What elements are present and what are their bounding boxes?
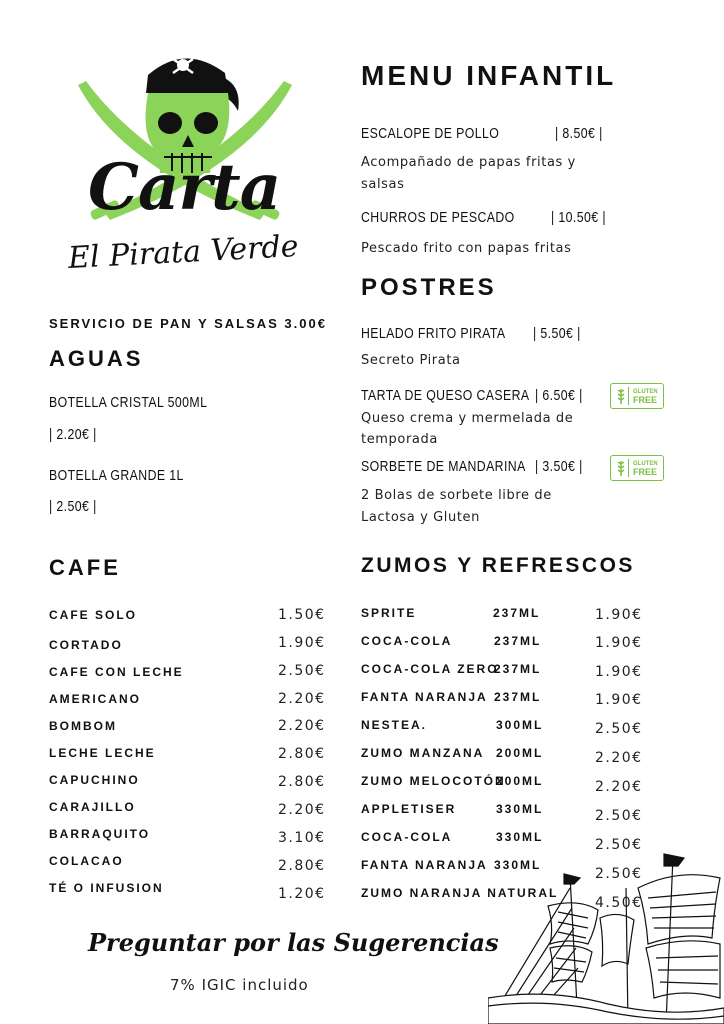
list-item-price: 2.20€	[278, 718, 326, 734]
infantil-item-desc: salsas	[361, 177, 405, 192]
list-item-price: 3.10€	[278, 830, 326, 846]
tax-note: 7% IGIC incluido	[170, 976, 309, 994]
postres-item-desc: Queso crema y mermelada de	[361, 411, 574, 426]
list-item-price: 1.90€	[595, 664, 643, 680]
logo-subtitle: El Pirata Verde	[67, 228, 300, 277]
list-item-size: 330ML	[496, 802, 544, 816]
list-item-price: 1.90€	[278, 635, 326, 651]
list-item-name: SPRITE	[361, 606, 417, 620]
list-item-name: CORTADO	[49, 638, 123, 652]
gluten-label: GLUTEN	[633, 389, 658, 395]
list-item-price: 2.50€	[595, 721, 643, 737]
postres-item-desc: Secreto Pirata	[361, 353, 461, 368]
suggestions-text: Preguntar por las Sugerencias	[88, 928, 499, 957]
list-item-name: CAFE CON LECHE	[49, 665, 184, 679]
infantil-item-name: CHURROS DE PESCADO	[361, 209, 515, 226]
list-item-name: NESTEA.	[361, 718, 428, 732]
infantil-item-desc: Pescado frito con papas fritas	[361, 241, 572, 256]
aguas-item-name: BOTELLA CRISTAL 500ML	[49, 394, 208, 411]
list-item-size: 330ML	[496, 830, 544, 844]
list-item-price: 2.20€	[595, 779, 643, 795]
list-item-name: ZUMO MANZANA	[361, 746, 485, 760]
postres-item-desc: 2 Bolas de sorbete libre de	[361, 488, 552, 503]
list-item-size: 237ML	[493, 606, 541, 620]
list-item-name: BOMBOM	[49, 719, 117, 733]
list-item-name: CAFE SOLO	[49, 608, 138, 622]
ship-icon	[488, 848, 724, 1024]
list-item-price: 2.50€	[595, 808, 643, 824]
list-item-size: 200ML	[496, 774, 544, 788]
logo-title: Carta	[88, 150, 281, 225]
infantil-item-name: ESCALOPE DE POLLO	[361, 125, 500, 142]
list-item-price: 2.20€	[278, 691, 326, 707]
aguas-heading: AGUAS	[49, 346, 144, 371]
aguas-item-name: BOTELLA GRANDE 1L	[49, 467, 184, 484]
list-item-name: ZUMO NARANJA NATURAL	[361, 886, 559, 900]
list-item-price: 1.50€	[278, 607, 326, 623]
list-item-price: 2.80€	[278, 746, 326, 762]
aguas-item-price: | 2.50€ |	[49, 498, 97, 515]
logo	[60, 45, 310, 300]
list-item-name: FANTA NARANJA	[361, 858, 488, 872]
list-item-price: 2.20€	[595, 750, 643, 766]
postres-item-price: | 5.50€ |	[533, 325, 581, 342]
postres-heading: POSTRES	[361, 274, 497, 301]
list-item-price: 4.50€	[595, 895, 643, 911]
list-item-price: 1.90€	[595, 635, 643, 651]
infantil-item-price: | 8.50€ |	[555, 125, 603, 142]
free-label: FREE	[633, 467, 658, 477]
gluten-label: GLUTEN	[633, 461, 658, 467]
postres-item-name: SORBETE DE MANDARINA	[361, 458, 526, 475]
gluten-free-badge	[610, 383, 664, 409]
list-item-name: COLACAO	[49, 854, 124, 868]
postres-item-desc: Lactosa y Gluten	[361, 510, 480, 525]
infantil-item-price: | 10.50€ |	[551, 209, 606, 226]
list-item-price: 2.20€	[278, 802, 326, 818]
list-item-price: 1.90€	[595, 607, 643, 623]
list-item-size: 237ML	[494, 690, 542, 704]
list-item-name: TÉ O INFUSION	[49, 881, 164, 895]
bread-service: SERVICIO DE PAN Y SALSAS 3.00€	[49, 316, 327, 331]
list-item-size: 300ML	[496, 718, 544, 732]
list-item-name: APPLETISER	[361, 802, 457, 816]
list-item-name: BARRAQUITO	[49, 827, 151, 841]
list-item-name: FANTA NARANJA	[361, 690, 488, 704]
list-item-size: 330ML	[494, 858, 542, 872]
list-item-size: 200ML	[496, 746, 544, 760]
list-item-price: 1.90€	[595, 692, 643, 708]
list-item-price: 2.80€	[278, 774, 326, 790]
free-label: FREE	[633, 395, 658, 405]
list-item-price: 2.50€	[278, 663, 326, 679]
list-item-name: ZUMO MELOCOTÓN	[361, 774, 506, 788]
wheat-icon	[615, 459, 629, 477]
menu-infantil-heading: MENU INFANTIL	[361, 60, 617, 91]
list-item-price: 2.80€	[278, 858, 326, 874]
zumos-heading: ZUMOS Y REFRESCOS	[361, 554, 635, 577]
list-item-name: COCA-COLA ZERO	[361, 662, 499, 676]
postres-item-desc: temporada	[361, 432, 438, 447]
list-item-size: 237ML	[494, 662, 542, 676]
wheat-icon	[615, 387, 629, 405]
postres-item-price: | 6.50€ |	[535, 387, 583, 404]
list-item-name: COCA-COLA	[361, 634, 453, 648]
list-item-size: 237ML	[494, 634, 542, 648]
list-item-name: LECHE LECHE	[49, 746, 156, 760]
list-item-price: 2.50€	[595, 837, 643, 853]
pirate-ship-illustration	[488, 848, 724, 1024]
aguas-item-price: | 2.20€ |	[49, 426, 97, 443]
postres-item-price: | 3.50€ |	[535, 458, 583, 475]
list-item-price: 2.50€	[595, 866, 643, 882]
list-item-name: AMERICANO	[49, 692, 141, 706]
gluten-free-badge	[610, 455, 664, 481]
infantil-item-desc: Acompañado de papas fritas y	[361, 155, 576, 170]
postres-item-name: TARTA DE QUESO CASERA	[361, 387, 530, 404]
list-item-name: CARAJILLO	[49, 800, 136, 814]
list-item-price: 1.20€	[278, 886, 326, 902]
postres-item-name: HELADO FRITO PIRATA	[361, 325, 506, 342]
list-item-name: COCA-COLA	[361, 830, 453, 844]
cafe-heading: CAFE	[49, 555, 121, 580]
list-item-name: CAPUCHINO	[49, 773, 140, 787]
